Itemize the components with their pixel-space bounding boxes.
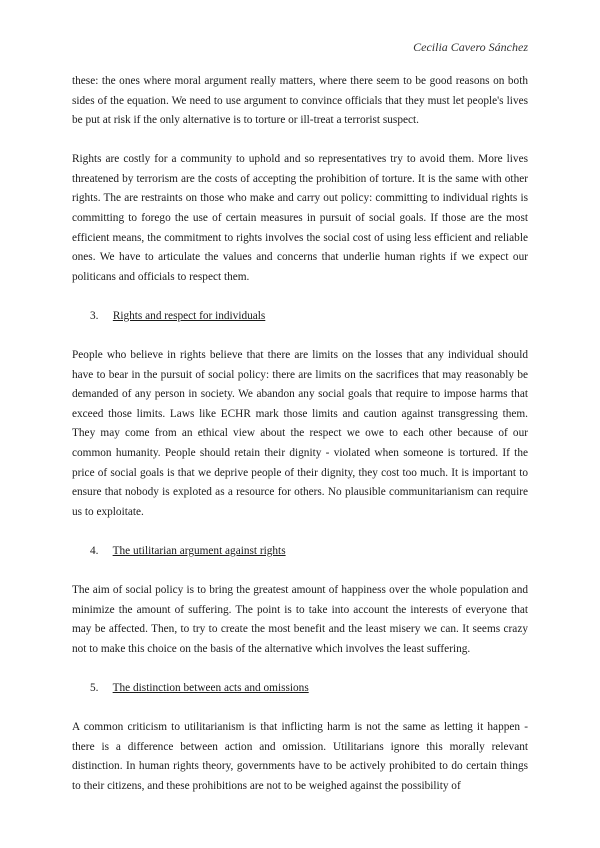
running-header-author: Cecilia Cavero Sánchez — [413, 40, 528, 54]
paragraph-utilitarian: The aim of social policy is to bring the greatest amount of happiness over the whole population and minimize the amount of suffering. The point is to take into account the interests of everyone that may be affected. Then, to try to create the most benefit and the least misery we can. It seems crazy not to make this choice on the basis of the alternative which involves the least suffering. — [72, 583, 528, 655]
section-title: The utilitarian argument against rights — [112, 544, 286, 557]
section-title: Rights and respect for individuals — [112, 309, 266, 322]
section-heading-4 — [72, 542, 528, 562]
paragraph-continuation: these: the ones where moral argument really matters, where there seem to be good reasons on both sides of the equation. We need to use argument to convince officials that they must let people's lives be put at risk if the only alternative is to torture or ill-treat a terrorist suspect. — [72, 75, 528, 127]
section-title: The distinction between acts and omissions — [112, 681, 309, 694]
paragraph-rights-respect: People who believe in rights believe that there are limits on the losses that any individual should have to bear in the pursuit of social policy: there are limits on the sacrifices that may reasonably be demanded of any person in society. We abandon any social goals that require to impose harms that exceed those limits. Laws like ECHR mark those limits and caution against transgressing them. They may come from an ethical view about the respect we owe to each other because of our common humanity. People should retain their dignity - violated when someone is tortured. If the price of social goals is that we deprive people of their dignity, they cost too much. It is important to ensure that nobody is exploted as a resource for others. No plausible communitarianism can require us to exploitate. — [72, 349, 528, 518]
section-number: 4. — [90, 544, 99, 557]
section-heading-3 — [72, 307, 528, 327]
paragraph-rights-costly: Rights are costly for a community to uphold and so representatives try to avoid them. More lives threatened by terrorism are the costs of accepting the prohibition of torture. It is the same with other rights. The are restraints on those who make and carry out policy: committing to individual rights is committing to forego the use of certain measures in pursuit of social goals. If those are the most efficient means, the commitment to rights involves the social cost of using less efficient and reliable ones. We have to articulate the values and concerns that underlie human rights if we expect our politicans and officials to respect them. — [72, 153, 528, 283]
paragraph-acts-omissions: A common criticism to utilitarianism is that inflicting harm is not the same as letting it happen - there is a difference between action and omission. Utilitarians ignore this morally relevant distinction. In human rights theory, governments have to be actively prohibited to do certain things to their citizens, and these prohibitions are not to be weighed against the possibility of — [72, 720, 528, 792]
section-number: 5. — [90, 681, 99, 694]
section-number: 3. — [90, 309, 99, 322]
section-heading-5 — [72, 679, 528, 699]
document-body — [72, 72, 528, 816]
